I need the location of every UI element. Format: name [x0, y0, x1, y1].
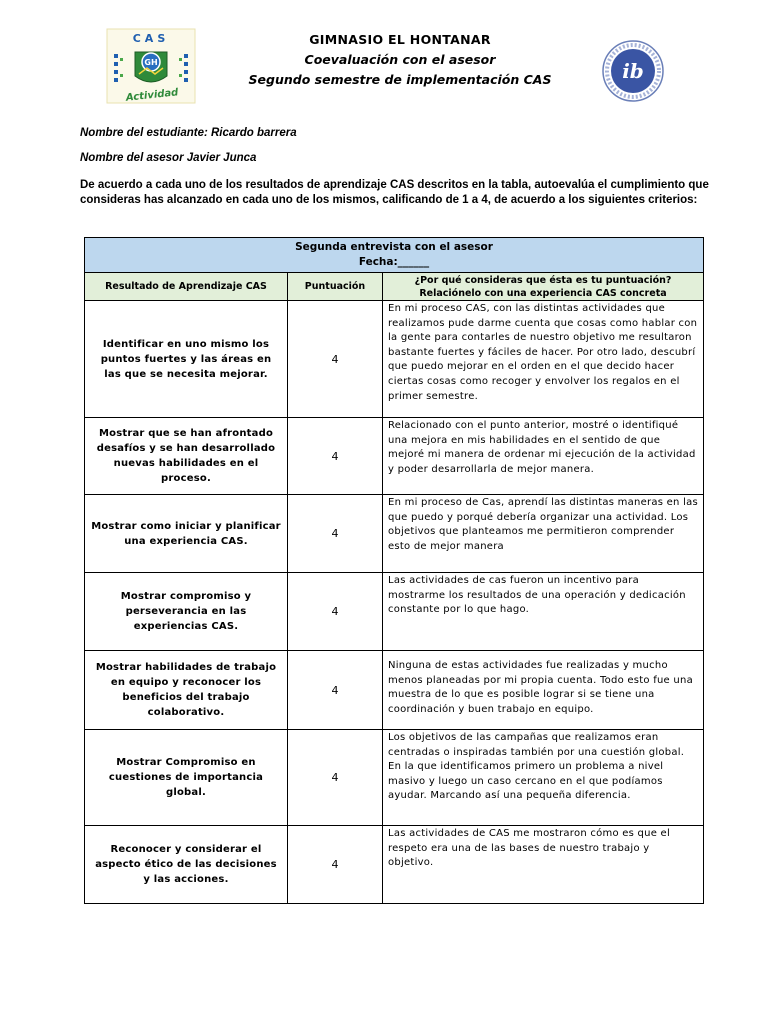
comment-cell: Las actividades de cas fueron un incentivo para mostrarme los resultados de una operación y dedicación constante por lo que hago. [383, 573, 704, 651]
student-name: Nombre del estudiante: Ricardo barrera [80, 127, 297, 139]
score-cell: 4 [288, 418, 383, 495]
score-cell: 4 [288, 651, 383, 730]
instructions: De acuerdo a cada uno de los resultados de aprendizaje CAS descritos en la tabla, autoevalúa el cumplimiento que consideras has alcanzado en cada uno de los mismos, calificando de 1 a 4, de acuerdo a los siguientes criterios: [80, 179, 709, 206]
ib-logo-text: ib [622, 59, 644, 83]
comment-cell: En mi proceso de Cas, aprendí las distintas maneras en las que puedo y porqué debería organizar una actividad. Los objetivos que planteamos me permitieron comprender esto de mejor manera [383, 495, 704, 573]
table-row [85, 495, 704, 573]
score-cell: 4 [288, 826, 383, 904]
outcome-cell: Reconocer y considerar el aspecto ético de las decisiones y las acciones. [85, 826, 288, 904]
comment-cell: Los objetivos de las campañas que realizamos eran centradas o inspiradas también por una cuestión global. En la que identificamos primero un problema a nivel masivo y luego un caso cercano en el que podíamos ayudar. Marcando así una pequeña diferencia. [383, 730, 704, 826]
cas-logo-bottom-text: Actividad [125, 87, 179, 104]
table-title-cell [85, 238, 704, 273]
ib-logo [602, 40, 664, 102]
semester-title: Segundo semestre de implementación CAS [248, 72, 552, 87]
table-row [85, 730, 704, 826]
outcome-cell: Mostrar que se han afrontado desafíos y se han desarrollado nuevas habilidades en el proceso. [85, 418, 288, 495]
table-row [85, 301, 704, 418]
date-label: Fecha:______ [358, 256, 430, 268]
table-row [85, 826, 704, 904]
evaluation-table [84, 237, 704, 904]
score-cell: 4 [288, 573, 383, 651]
col-header-outcome: Resultado de Aprendizaje CAS [85, 273, 288, 301]
outcome-cell: Mostrar Compromiso en cuestiones de importancia global. [85, 730, 288, 826]
score-cell: 4 [288, 495, 383, 573]
score-cell: 4 [288, 301, 383, 418]
col-header-reason [383, 273, 704, 301]
table-row [85, 651, 704, 730]
outcome-cell: Mostrar compromiso y perseverancia en las experiencias CAS. [85, 573, 288, 651]
comment-cell: En mi proceso CAS, con las distintas actividades que realizamos pude darme cuenta que cosas como hablar con la gente para contarles de nuestro objetivo me resultaron bastante fuertes y fáciles de hacer. Por otro lado, descubrí que puedo mejorar en el orden en el que decido hacer ciertas cosas como recoger y envolver los regalos en el primer semestre. [383, 301, 704, 418]
comment-cell: Las actividades de CAS me mostraron cómo es que el respeto era una de las bases de nuestro trabajo y objetivo. [383, 826, 704, 904]
cas-logo-text: CAS [132, 32, 170, 45]
advisor-name: Nombre del asesor Javier Junca [80, 152, 257, 164]
outcome-cell: Identificar en uno mismo los puntos fuertes y las áreas en las que se necesita mejorar. [85, 301, 288, 418]
table-row [85, 418, 704, 495]
cas-logo [106, 28, 196, 104]
outcome-cell: Mostrar como iniciar y planificar una experiencia CAS. [85, 495, 288, 573]
col-header-reason-line2: Relaciónelo con una experiencia CAS concreta [419, 287, 667, 299]
document-header [200, 30, 600, 90]
school-name: GIMNASIO EL HONTANAR [309, 32, 491, 47]
col-header-score: Puntuación [288, 273, 383, 301]
document-subtitle: Coevaluación con el asesor [304, 52, 496, 67]
outcome-cell: Mostrar habilidades de trabajo en equipo y reconocer los beneficios del trabajo colaborativo. [85, 651, 288, 730]
col-header-reason-line1: ¿Por qué consideras que ésta es tu puntuación? [414, 274, 672, 286]
table-row [85, 573, 704, 651]
score-cell: 4 [288, 730, 383, 826]
comment-cell: Ninguna de estas actividades fue realizadas y mucho menos planeadas por mi propia cuenta. Todo esto fue una muestra de lo que es posible lograr si se tiene una coordinación y buen trabajo en equipo. [383, 651, 704, 730]
comment-cell: Relacionado con el punto anterior, mostré o identifiqué una mejora en mis habilidades en el sentido de que mejoré mi manera de ordenar mi ejecución de la actividad y poder desarrollarla de mejor manera. [383, 418, 704, 495]
svg-text:GH: GH [144, 58, 158, 67]
table-title: Segunda entrevista con el asesor [295, 241, 493, 253]
